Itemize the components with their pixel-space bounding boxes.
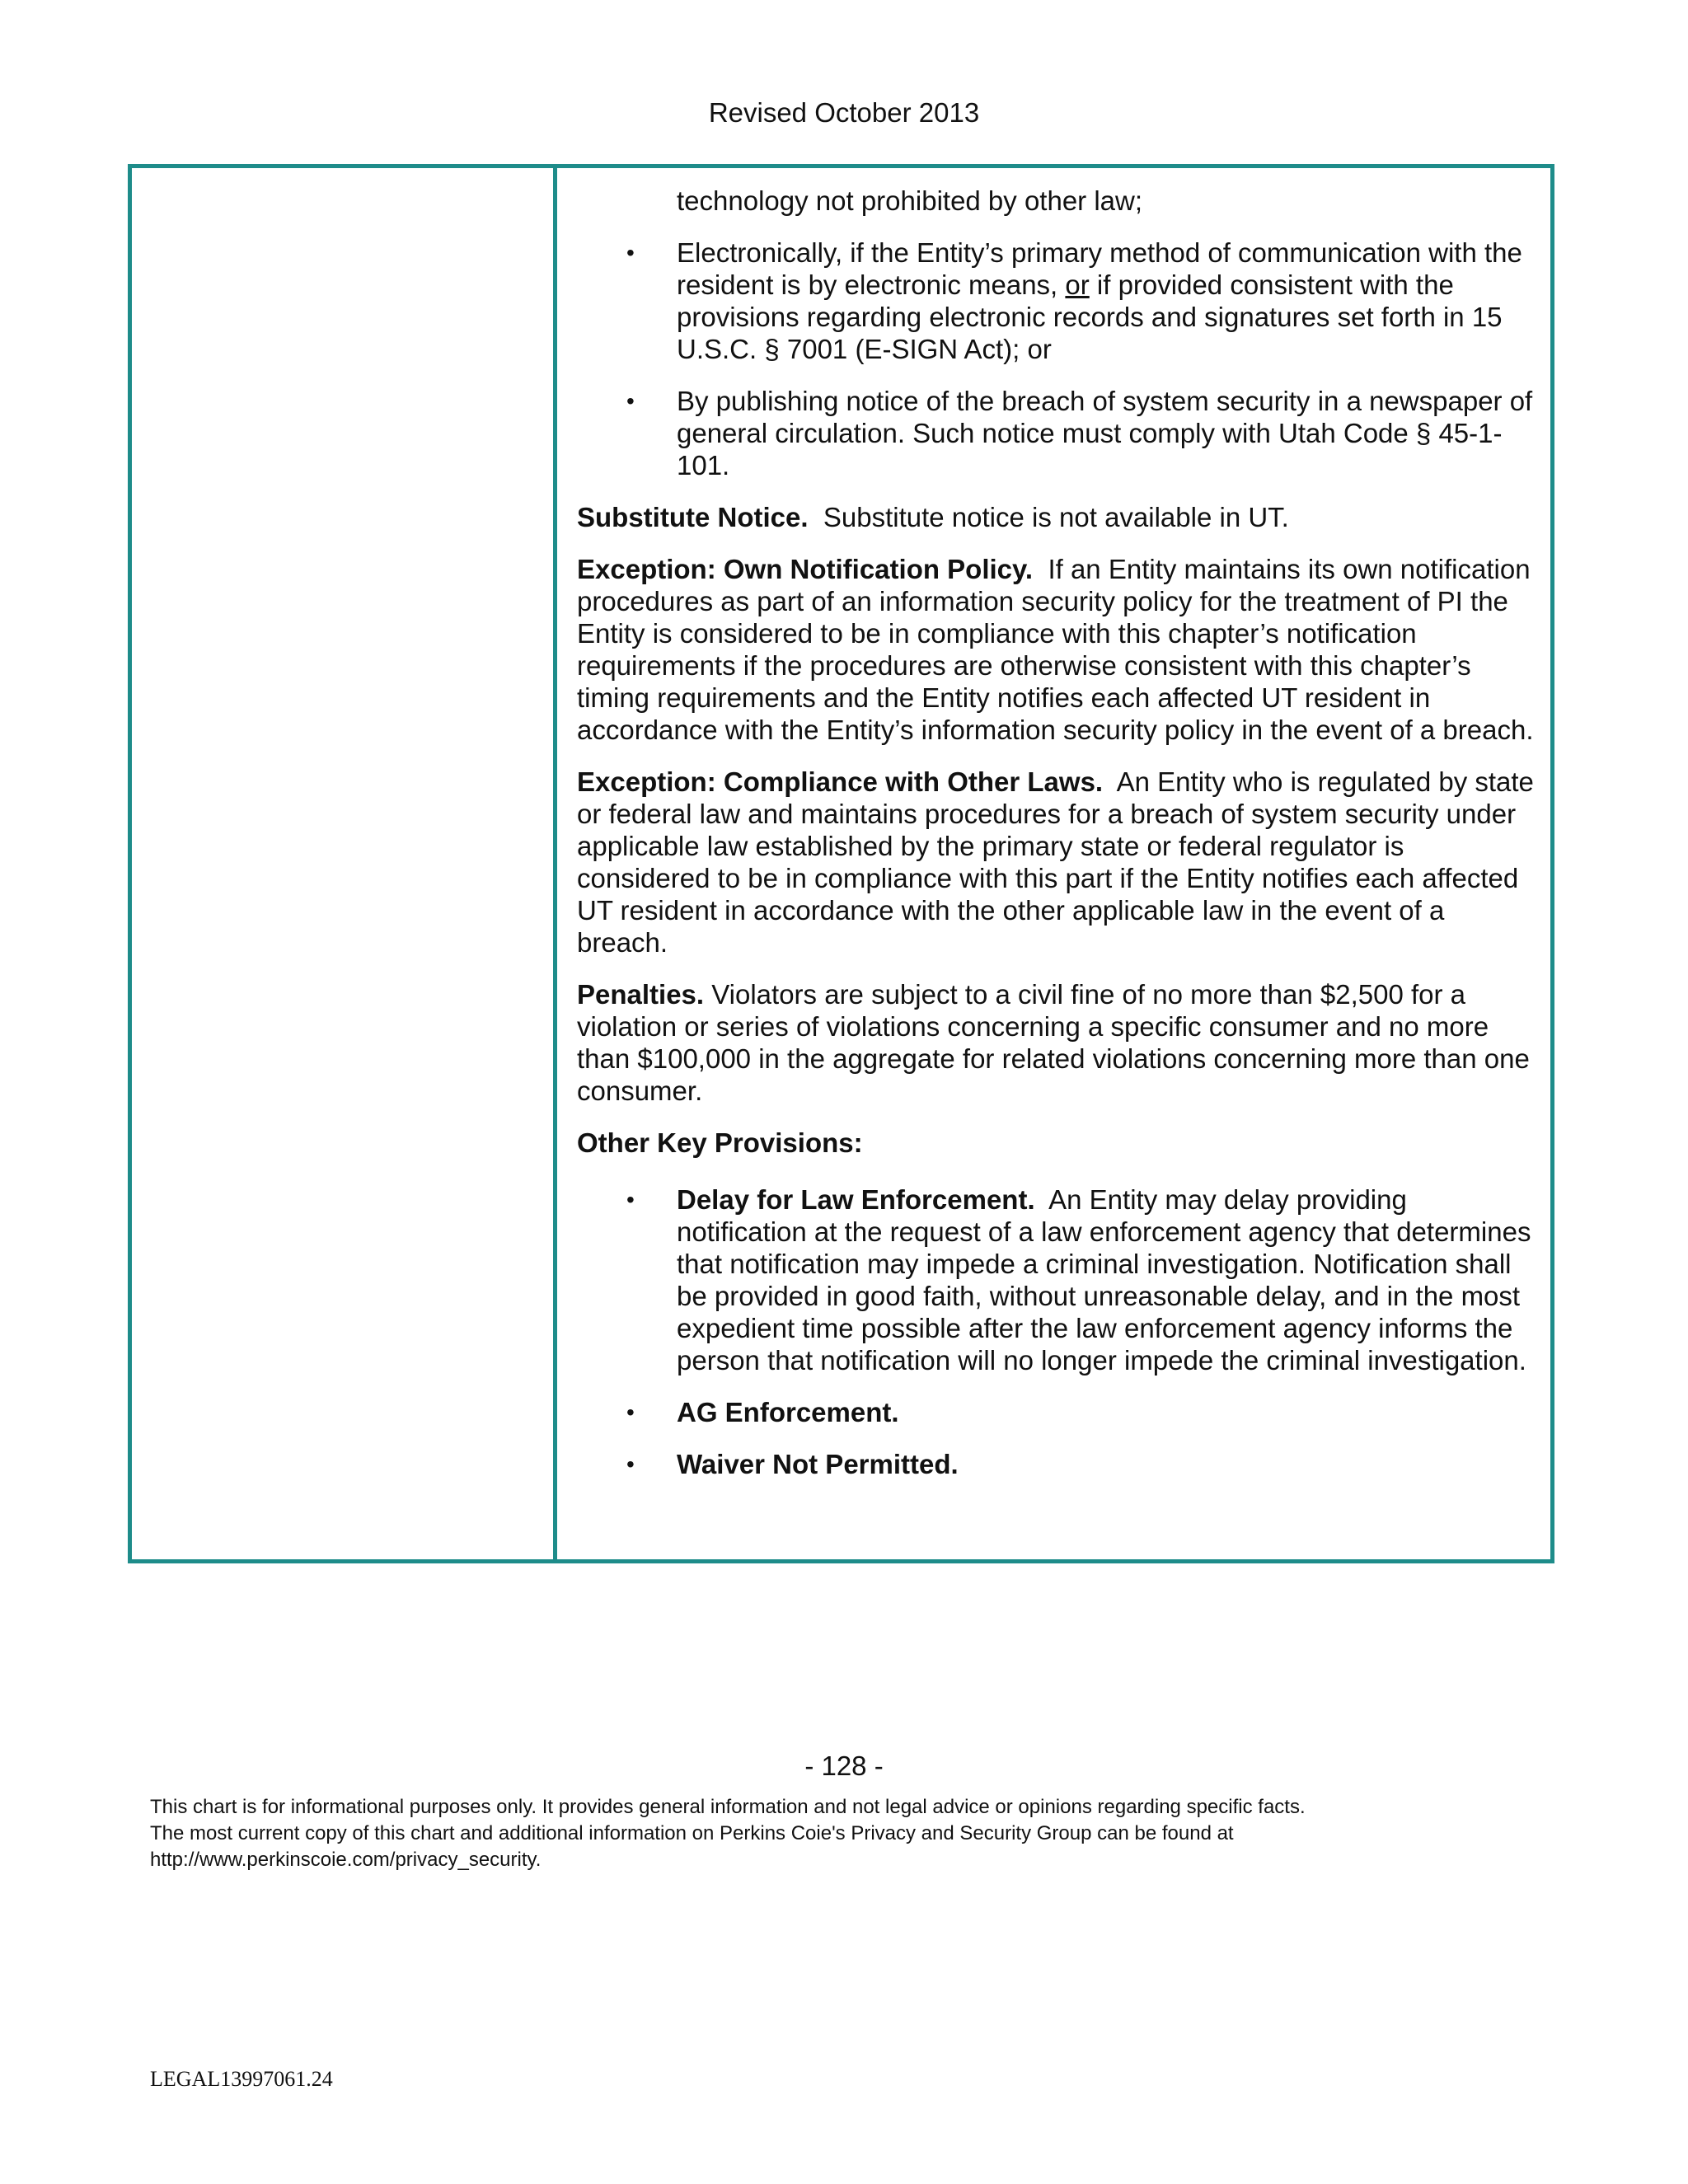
list-item bbox=[577, 1448, 1540, 1480]
electronic-notice-text-end: if provided consistent with the provisions regarding electronic records and signatures set forth in 15 U.S.C. § 7001 (E-SIGN Act); or bbox=[677, 269, 1503, 364]
other-laws-label: Exception: Compliance with Other Laws. bbox=[577, 766, 1104, 797]
other-laws-paragraph bbox=[577, 766, 1540, 958]
other-provisions-list bbox=[577, 1183, 1540, 1480]
list-item bbox=[577, 1396, 1540, 1428]
page-number: - 128 - bbox=[804, 1750, 884, 1781]
own-policy-label: Exception: Own Notification Policy. bbox=[577, 554, 1034, 584]
bullet-icon: • bbox=[626, 1399, 635, 1425]
own-policy-paragraph bbox=[577, 553, 1540, 746]
law-enforcement-delay-text: An Entity may delay providing notification at the request of a law enforcement agency that determines that notification may impede a criminal investigation. Notification shall be provided in good faith, without unreasonable delay, and in the most expedient time possible after the law enforcement agency informs the person that notification will no longer impede the criminal investigation. bbox=[677, 1184, 1539, 1376]
substitute-notice-label: Substitute Notice. bbox=[577, 502, 809, 532]
disclaimer-line: The most current copy of this chart and additional information on Perkins Coie's Privacy and Security Group can be found at bbox=[150, 1822, 1234, 1844]
provisions-cell bbox=[577, 185, 1540, 1500]
bullet-icon: • bbox=[626, 1451, 635, 1477]
notice-method-list bbox=[577, 237, 1540, 481]
other-laws-text: An Entity who is regulated by state or federal law and maintains procedures for a breach of system security under applicable law established by the primary state or federal regulator is considered to be in compliance with this part if the Entity notifies each affected UT resident in accordance with the other applicable law in the event of a breach. bbox=[577, 766, 1542, 958]
waiver-label: Waiver Not Permitted. bbox=[677, 1449, 959, 1479]
law-enforcement-delay-label: Delay for Law Enforcement. bbox=[677, 1184, 1035, 1215]
list-item bbox=[577, 237, 1540, 365]
bullet-icon: • bbox=[626, 240, 635, 265]
continuation-text: technology not prohibited by other law; bbox=[677, 185, 1143, 216]
bullet-icon: • bbox=[626, 388, 635, 414]
list-item bbox=[577, 385, 1540, 481]
ag-enforcement-label: AG Enforcement. bbox=[677, 1397, 899, 1427]
document-id: LEGAL13997061.24 bbox=[150, 2067, 333, 2091]
penalties-label: Penalties. bbox=[577, 979, 705, 1010]
electronic-notice-text: Electronically, if the Entity’s primary method of communication with the resident is by electronic means, bbox=[677, 237, 1522, 300]
own-policy-text: If an Entity maintains its own notification procedures as part of an information security policy for the treatment of PI the Entity is considered to be in compliance with this chapter’s notification requirements if the procedures are otherwise consistent with this chapter’s timing requirements and the Entity notifies each affected UT resident in accordance with the Entity’s information security policy in the event of a breach. bbox=[577, 554, 1538, 745]
other-provisions-heading: Other Key Provisions: bbox=[577, 1127, 863, 1158]
penalties-paragraph bbox=[577, 978, 1540, 1107]
list-item bbox=[577, 1183, 1540, 1376]
underlined-or: or bbox=[1065, 269, 1090, 300]
revised-date-header: Revised October 2013 bbox=[708, 97, 980, 128]
disclaimer-line: This chart is for informational purposes only. It provides general information and not legal advice or opinions regarding specific facts. bbox=[150, 1796, 1306, 1818]
substitute-notice-paragraph bbox=[577, 501, 1540, 533]
bullet-icon: • bbox=[626, 1187, 635, 1212]
disclaimer-link: http://www.perkinscoie.com/privacy_security. bbox=[150, 1849, 542, 1871]
table-column-divider bbox=[553, 164, 557, 1563]
substitute-notice-text: Substitute notice is not available in UT. bbox=[808, 502, 1289, 532]
newspaper-notice-text: By publishing notice of the breach of system security in a newspaper of general circulation. Such notice must comply with Utah Code § 45-1-101. bbox=[677, 386, 1533, 480]
penalties-text: Violators are subject to a civil fine of no more than $2,500 for a violation or series of violations concerning a specific consumer and no more than $100,000 in the aggregate for related violations concerning more than one consumer. bbox=[577, 979, 1530, 1106]
disclaimer bbox=[150, 1794, 1551, 1873]
